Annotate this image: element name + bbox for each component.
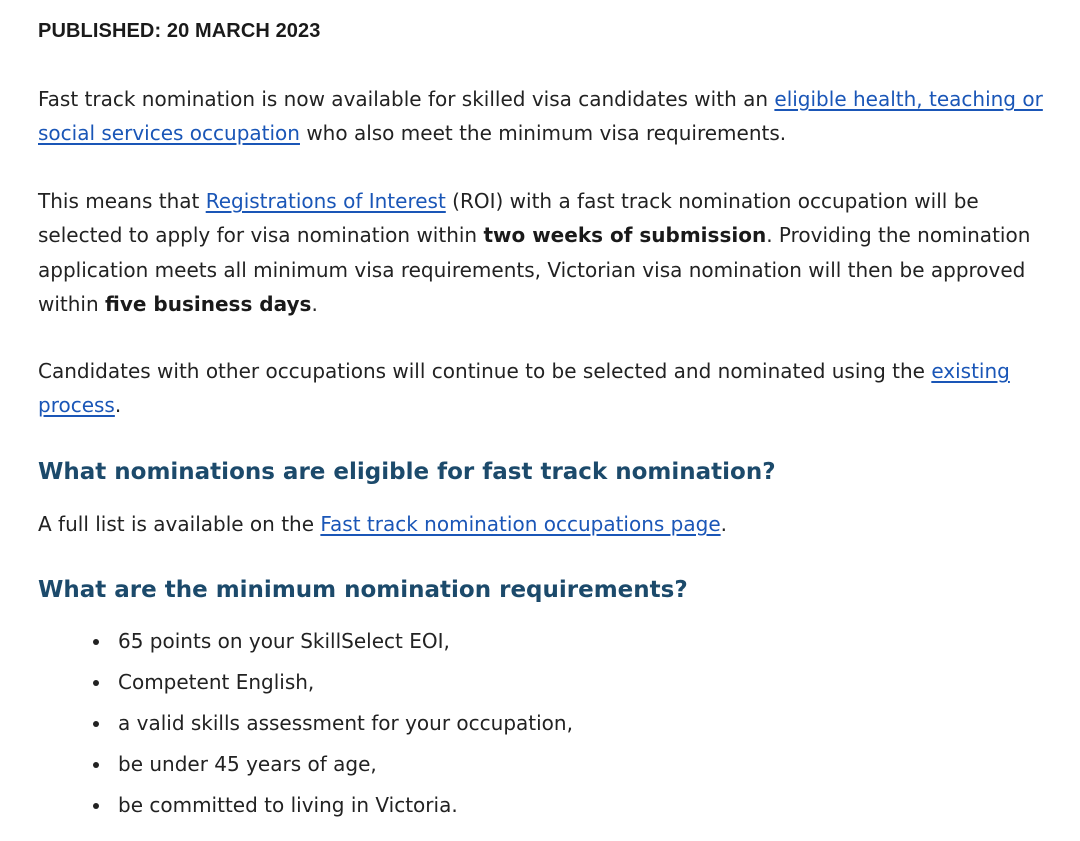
- minimum-requirements-heading: What are the minimum nomination requirements?: [38, 577, 688, 603]
- requirement-text: be committed to living in Victoria.: [118, 793, 458, 817]
- published-date: PUBLISHED: 20 MARCH 2023: [38, 20, 321, 42]
- requirements-list: [38, 623, 573, 828]
- registrations-of-interest-link[interactable]: Registrations of Interest: [205, 189, 446, 213]
- requirement-text: 65 points on your SkillSelect EOI,: [118, 629, 450, 653]
- intro-text-end: who also meet the minimum visa requirements.: [299, 121, 787, 146]
- roi-text-start: This means that: [38, 189, 206, 213]
- roi-text-middle: (ROI) with a fast track nomination occupation will be selected to apply for visa nomination within: [38, 189, 979, 248]
- other-occupations-end: .: [114, 393, 122, 418]
- other-occupations-text: Candidates with other occupations will continue to be selected and nominated using the: [38, 359, 932, 383]
- list-item: [38, 787, 573, 828]
- intro-text-start: Fast track nomination is now available for skilled visa candidates with an: [38, 87, 775, 111]
- full-list-paragraph: [38, 507, 1053, 541]
- bullet-icon: [93, 762, 99, 768]
- eligible-occupation-link[interactable]: eligible health, teaching or social services occupation: [38, 87, 1043, 146]
- full-list-text: A full list is available on the: [38, 512, 321, 536]
- intro-paragraph: [38, 82, 1053, 151]
- bullet-icon: [93, 639, 99, 645]
- requirement-text: be under 45 years of age,: [118, 752, 377, 776]
- list-item: [38, 664, 573, 705]
- roi-paragraph: [38, 184, 1053, 321]
- bullet-icon: [93, 680, 99, 686]
- bullet-icon: [93, 721, 99, 727]
- fast-track-occupations-link[interactable]: Fast track nomination occupations page: [320, 512, 721, 536]
- two-weeks-emphasis: two weeks of submission: [483, 223, 767, 248]
- roi-text-approval: . Providing the nomination application meets all minimum visa requirements, Victorian visa nomination will then be approved within: [38, 223, 1031, 316]
- other-occupations-paragraph: [38, 354, 1053, 423]
- bullet-icon: [93, 803, 99, 809]
- list-item: [38, 746, 573, 787]
- roi-text-end: .: [311, 291, 318, 316]
- requirement-text: Competent English,: [118, 670, 315, 694]
- eligible-nominations-heading: What nominations are eligible for fast track nomination?: [38, 459, 776, 485]
- list-item: [38, 623, 573, 664]
- requirement-text: a valid skills assessment for your occupation,: [118, 711, 573, 735]
- existing-process-link[interactable]: existing process: [38, 359, 1010, 418]
- full-list-end: .: [720, 512, 727, 536]
- five-days-emphasis: five business days: [105, 291, 312, 316]
- list-item: [38, 705, 573, 746]
